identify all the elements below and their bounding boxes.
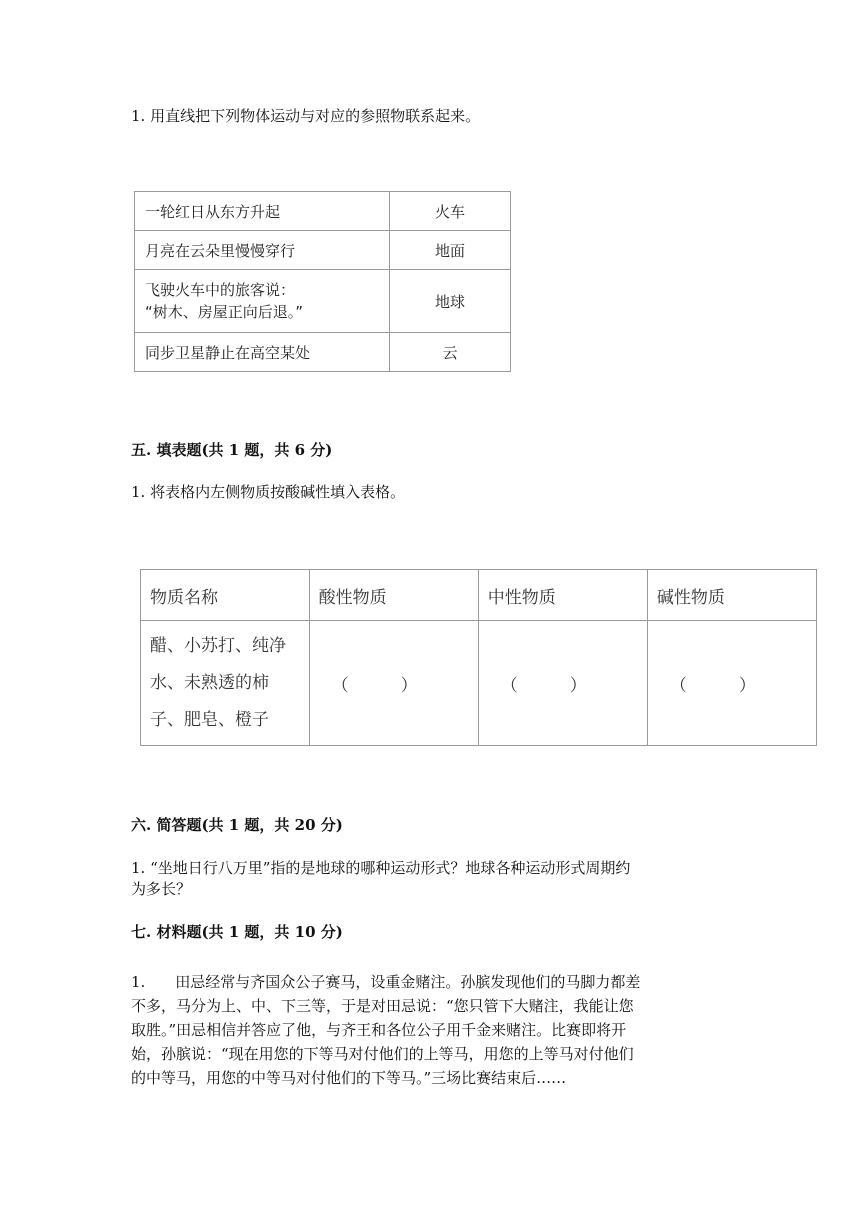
base-answer-cell[interactable] [647,621,816,746]
motion-cell [135,270,390,333]
materials-line: 醋、小苏打、纯净 [150,635,286,656]
header-cell: 碱性物质 [647,570,816,621]
section7-para-line: 的中等马，用您的中等马对付他们的下等马。”三场比赛结束后…… [131,1069,567,1087]
materials-line: 水、未熟透的柿 [150,672,269,693]
answer-blank [479,671,647,696]
motion-line: “树木、房屋正向后退。” [145,303,304,321]
section7-para-line: 始，孙膑说：“现在用您的下等马对付他们的上等马，用您的上等马对付他们 [131,1045,634,1063]
header-cell: 物质名称 [141,570,310,621]
reference-cell: 地面 [390,231,511,270]
open-paren: （ [331,675,349,696]
motion-line: 飞驶火车中的旅客说： [145,281,296,299]
open-paren: （ [500,675,518,696]
table-header-row [141,570,817,621]
reference-cell: 云 [390,333,511,372]
section6-title: 六. 简答题(共 1 题，共 20 分) [131,816,343,834]
section7-title: 七. 材料题(共 1 题，共 10 分) [131,923,343,941]
section6-prompt-line: 为多长？ [131,880,192,898]
neutral-answer-cell[interactable] [478,621,647,746]
answer-blank [310,671,478,696]
section7-para-line: 不多，马分为上、中、下三等，于是对田忌说：“您只管下大赌注，我能让您 [131,997,634,1015]
close-paren: ） [569,675,587,696]
table-row [141,621,817,746]
table-row [135,333,511,372]
reference-cell: 地球 [390,270,511,333]
table-row [135,192,511,231]
section5-prompt: 1. 将表格内左侧物质按酸碱性填入表格。 [131,483,406,501]
motion-cell: 一轮红日从东方升起 [135,192,390,231]
acid-base-table [140,569,817,746]
table-row [135,270,511,333]
materials-cell [141,621,310,746]
reference-cell: 火车 [390,192,511,231]
header-cell: 酸性物质 [309,570,478,621]
acid-answer-cell[interactable] [309,621,478,746]
table-row [135,231,511,270]
section7-para-line: 取胜。”田忌相信并答应了他，与齐王和各位公子用千金来赌注。比赛即将开 [131,1021,627,1039]
section5-title: 五. 填表题(共 1 题，共 6 分) [131,441,333,459]
motion-cell: 同步卫星静止在高空某处 [135,333,390,372]
section6-prompt-line: 1. “坐地日行八万里”指的是地球的哪种运动形式？地球各种运动形式周期约 [131,859,631,877]
section7-para-line: 1. 田忌经常与齐国众公子赛马，设重金赌注。孙膑发现他们的马脚力都差 [131,973,641,991]
close-paren: ） [738,675,756,696]
motion-cell: 月亮在云朵里慢慢穿行 [135,231,390,270]
match-table [134,191,511,372]
open-paren: （ [669,675,687,696]
header-cell: 中性物质 [478,570,647,621]
match-prompt: 1. 用直线把下列物体运动与对应的参照物联系起来。 [131,107,481,125]
materials-line: 子、肥皂、橙子 [150,709,269,730]
answer-blank [648,671,816,696]
close-paren: ） [400,675,418,696]
